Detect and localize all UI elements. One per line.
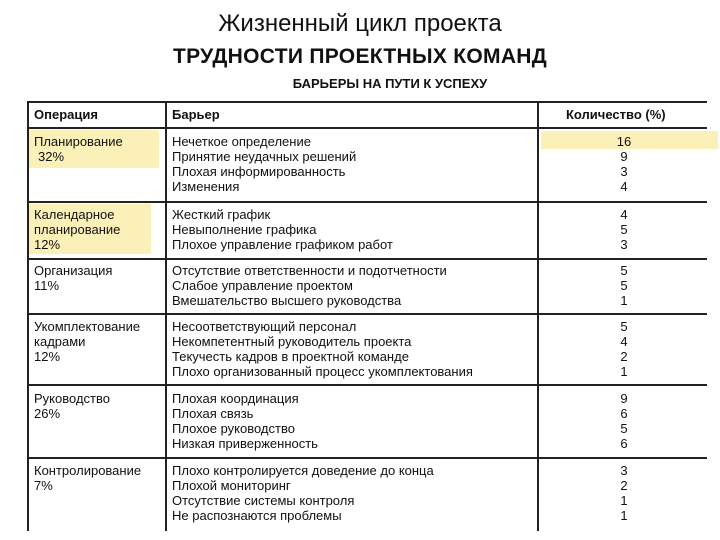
count-value: 5 — [620, 319, 628, 334]
count-list — [604, 319, 644, 379]
count-value: 4 — [620, 334, 628, 349]
barrier-list — [172, 134, 356, 194]
header-operation: Операция — [34, 107, 98, 122]
column-rule-barrier — [165, 101, 167, 531]
barrier-list — [172, 391, 318, 451]
barrier-item: Текучесть кадров в проектной команде — [172, 349, 409, 364]
count-list — [604, 263, 644, 308]
count-value: 1 — [620, 364, 628, 379]
count-list — [604, 207, 644, 252]
count-value: 9 — [620, 149, 628, 164]
operation-name: Укомплектование — [34, 319, 141, 334]
count-value: 16 — [616, 134, 632, 149]
operation-name: планирование — [34, 222, 121, 237]
count-value: 2 — [620, 349, 628, 364]
table-subtitle: БАРЬЕРЫ НА ПУТИ К УСПЕХУ — [292, 76, 488, 91]
column-rule-count — [537, 101, 539, 531]
group-separator — [27, 457, 707, 459]
count-value: 2 — [620, 478, 628, 493]
group-separator — [27, 258, 707, 260]
operation-cell — [34, 391, 110, 421]
barrier-item: Не распознаются проблемы — [172, 508, 342, 523]
operation-name: Организация — [34, 263, 113, 278]
count-value: 1 — [620, 508, 628, 523]
count-value: 1 — [620, 493, 628, 508]
header-count: Количество (%) — [566, 107, 666, 122]
count-value: 5 — [620, 278, 628, 293]
header-top-rule — [27, 101, 707, 103]
operation-percent: 32% — [38, 149, 65, 164]
count-value: 5 — [620, 421, 628, 436]
operation-percent: 12% — [34, 349, 61, 364]
count-value: 3 — [620, 237, 628, 252]
count-list — [604, 391, 644, 451]
operation-cell — [34, 134, 123, 164]
operation-percent: 7% — [34, 478, 53, 493]
barrier-list — [172, 463, 434, 523]
barrier-item: Изменения — [172, 179, 240, 194]
operation-cell — [34, 263, 112, 293]
operation-percent: 26% — [34, 406, 61, 421]
barrier-item: Жесткий график — [172, 207, 271, 222]
count-value: 4 — [620, 207, 628, 222]
barrier-item: Плохое руководство — [172, 421, 295, 436]
operation-cell — [34, 319, 140, 364]
operation-name: Планирование — [34, 134, 123, 149]
barrier-item: Отсутствие системы контроля — [172, 493, 355, 508]
barrier-item: Слабое управление проектом — [172, 278, 353, 293]
barrier-item: Несоответствующий персонал — [172, 319, 357, 334]
count-value: 6 — [620, 406, 628, 421]
barrier-item: Плохая информированность — [172, 164, 346, 179]
count-value: 1 — [620, 293, 628, 308]
barrier-item: Отсутствие ответственности и подотчетности — [172, 263, 447, 278]
barrier-item: Плохой мониторинг — [172, 478, 291, 493]
barrier-item: Плохая связь — [172, 406, 254, 421]
count-value: 3 — [620, 463, 628, 478]
table-title: ТРУДНОСТИ ПРОЕКТНЫХ КОМАНД — [172, 45, 548, 68]
count-value: 3 — [620, 164, 628, 179]
barrier-list — [172, 319, 473, 379]
count-list — [604, 463, 644, 523]
operation-cell — [34, 463, 141, 493]
barrier-item: Принятие неудачных решений — [172, 149, 357, 164]
operation-percent: 12% — [34, 237, 61, 252]
count-value: 9 — [620, 391, 628, 406]
operation-name: Руководство — [34, 391, 110, 406]
group-separator — [27, 313, 707, 315]
barrier-item: Плохо контролируется доведение до конца — [172, 463, 434, 478]
barrier-item: Вмешательство высшего руководства — [172, 293, 402, 308]
barrier-item: Плохое управление графиком работ — [172, 237, 393, 252]
operation-cell — [34, 207, 120, 252]
count-value: 5 — [620, 222, 628, 237]
count-list — [604, 134, 644, 194]
barrier-list — [172, 263, 447, 308]
barrier-item: Невыполнение графика — [172, 222, 317, 237]
operation-name: Контролирование — [34, 463, 142, 478]
operation-percent: 11% — [34, 278, 60, 293]
group-separator — [27, 201, 707, 203]
barrier-item: Плохо организованный процесс укомплектования — [172, 364, 473, 379]
count-value: 4 — [620, 179, 628, 194]
barrier-item: Некомпетентный руководитель проекта — [172, 334, 412, 349]
header-barrier: Барьер — [172, 107, 220, 122]
barrier-item: Плохая координация — [172, 391, 299, 406]
count-value: 5 — [620, 263, 628, 278]
header-bottom-rule — [27, 127, 707, 129]
slide-title: Жизненный цикл проекта — [218, 10, 502, 37]
barrier-item: Низкая приверженность — [172, 436, 318, 451]
group-separator — [27, 384, 707, 386]
operation-name: кадрами — [34, 334, 86, 349]
barrier-list — [172, 207, 393, 252]
barrier-item: Нечеткое определение — [172, 134, 311, 149]
operation-name: Календарное — [34, 207, 115, 222]
count-value: 6 — [620, 436, 628, 451]
